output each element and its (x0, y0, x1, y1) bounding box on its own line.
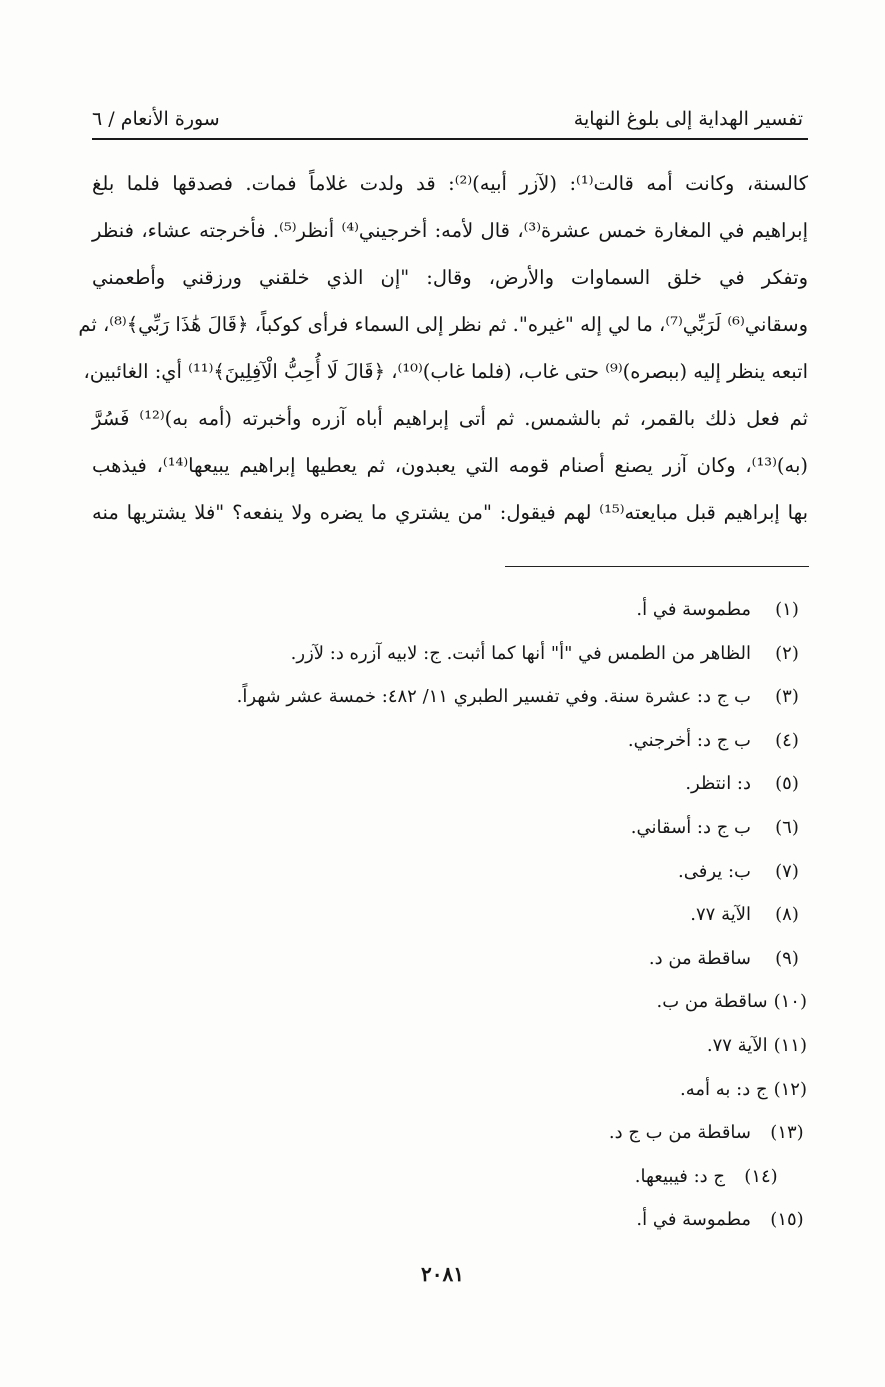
surah-label: سورة الأنعام / ٦ (92, 108, 220, 130)
footnote-text: مطموسة في أ. (636, 1209, 751, 1231)
footnote-text: الآية ٧٧. (706, 1034, 768, 1056)
footnote-number: (٩) (775, 947, 799, 969)
footnote-text: ساقطة من ب ج د. (608, 1122, 751, 1144)
footnote (247, 850, 807, 894)
footnote (236, 675, 807, 719)
footnote-number: (١٥) (770, 1209, 804, 1231)
footnote-number: (١١) (773, 1034, 807, 1056)
footnote-text: ب ج د: أسقاني. (630, 816, 751, 838)
text-line: ثم فعل ذلك بالقمر، ثم بالشمس. ثم أتى إبراهيم أباه آزره وأخبرته (أمه به)⁽¹²⁾ فَسُرَّ (92, 407, 808, 430)
footnote (247, 1155, 807, 1199)
text-line: وتفكر في خلق السماوات والأرض، وقال: "إن الذي خلقني ورزقني وأطعمني (92, 266, 808, 289)
footnote-number: (٥) (775, 773, 799, 795)
footnote (247, 632, 807, 676)
footnote (247, 588, 807, 632)
footnote-number: (١٢) (773, 1078, 807, 1100)
footnote-text: ب: يرفى. (677, 860, 751, 882)
footnotes (236, 588, 807, 1242)
main-text (78, 160, 809, 536)
footnote-number: (٦) (775, 816, 799, 838)
footnote (247, 1198, 807, 1242)
footnote-number: (١٣) (770, 1122, 804, 1144)
footnote (247, 719, 807, 763)
footnote (247, 937, 807, 981)
footnote (247, 1068, 807, 1112)
text-line: اتبعه ينظر إليه (ببصره)⁽⁹⁾ حتى غاب، (فلما غاب)⁽¹⁰⁾، ﴿قَالَ لَا أُحِبُّ الْآفِلِينَ﴾⁽¹¹⁾ أي: الغائبين، (83, 360, 808, 383)
footnote-text: ج د: به أمه. (680, 1078, 768, 1100)
footnote-number: (٧) (775, 860, 799, 882)
footnote-number: (٨) (775, 904, 799, 926)
text-line: بها إبراهيم قبل مبايعته⁽¹⁵⁾ لهم فيقول: "من يشتري ما يضره ولا ينفعه؟ "فلا يشتريها منه (92, 501, 808, 524)
footnote-number: (٣) (775, 686, 799, 708)
header-rule (92, 138, 808, 140)
text-line: وسقاني⁽⁶⁾ لَرَبِّي⁽⁷⁾، ما لي إله "غيره". ثم نظر إلى السماء فرأى كوكباً، ﴿قَالَ هَٰذَا رَبِّي﴾⁽⁸⁾، ثم (78, 313, 808, 336)
footnote-text: الآية ٧٧. (690, 904, 751, 926)
text-line: (به)⁽¹³⁾، وكان آزر يصنع أصنام قومه التي يعبدون، ثم يعطيها إبراهيم يبيعها⁽¹⁴⁾، فيذهب (92, 454, 808, 477)
footnote-text: مطموسة في أ. (636, 599, 751, 620)
footnote (247, 762, 807, 806)
footnote-number: (٢) (775, 642, 799, 664)
text-line: إبراهيم في المغارة خمس عشرة⁽³⁾، قال لأمه: أخرجيني⁽⁴⁾ أنظر⁽⁵⁾. فأخرجته عشاء، فنظر (92, 219, 809, 242)
footnote-number: (٤) (775, 729, 799, 751)
footnote (247, 806, 807, 850)
footnote-number: (١٠) (773, 991, 807, 1013)
footnote-number: (١٤) (744, 1165, 778, 1187)
footnote-text: ب ج د: أخرجني. (627, 729, 751, 751)
footnote-text: الظاهر من الطمس في "أ" أنها كما أثبت. ج: لابيه آزره د: لآزر. (290, 642, 751, 664)
text-line: كالسنة، وكانت أمه قالت⁽¹⁾: (لآزر أبيه)⁽²⁾: قد ولدت غلاماً فمات. فصدقها فلما بلغ (92, 172, 809, 195)
running-header (92, 96, 803, 130)
footnote-text: ج د: فيبيعها. (634, 1165, 725, 1187)
page-number: ٢٠٨١ (421, 1262, 464, 1286)
footnote-rule (505, 566, 809, 567)
footnote (247, 1111, 807, 1155)
footnote (247, 1024, 807, 1068)
footnote-text: ساقطة من ب. (656, 991, 768, 1013)
book-title: تفسير الهداية إلى بلوغ النهاية (573, 108, 803, 130)
footnote-number: (١) (775, 599, 799, 620)
footnote-text: د: انتظر. (685, 773, 751, 795)
footnote-text: ب ج د: عشرة سنة. وفي تفسير الطبري ١١/ ٤٨٢: خمسة عشر شهراً. (236, 686, 751, 708)
footnote (247, 893, 807, 937)
footnote-text: ساقطة من د. (648, 947, 751, 969)
footnote (247, 980, 807, 1024)
